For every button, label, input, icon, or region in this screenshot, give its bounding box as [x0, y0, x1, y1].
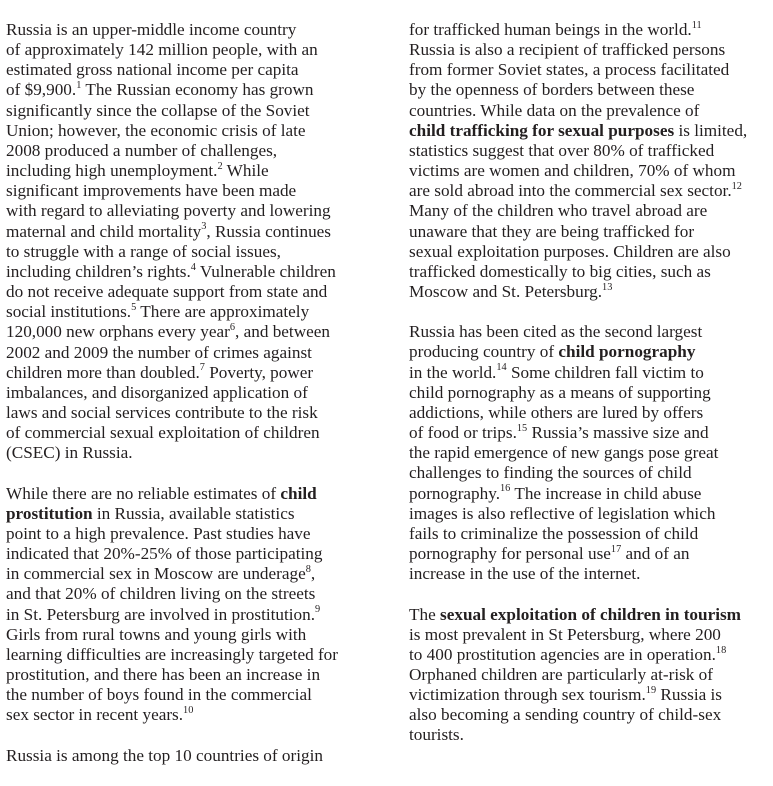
text-line — [409, 201, 761, 221]
text-line — [409, 383, 761, 403]
text-line — [6, 524, 358, 544]
text-run: The Russian economy has grown — [81, 80, 314, 100]
footnote-ref: 12 — [731, 181, 742, 192]
text-run: in the world. — [409, 362, 497, 382]
footnote-ref: 16 — [500, 483, 511, 495]
text-line — [6, 60, 358, 80]
text-line — [409, 403, 761, 423]
text-line — [409, 262, 761, 282]
text-line — [409, 504, 761, 524]
text-line — [409, 161, 761, 181]
text-line — [409, 322, 761, 342]
text-line — [6, 403, 358, 423]
text-run: The — [409, 604, 441, 624]
text-run: sexual exploitation purposes. Children are also — [409, 241, 731, 261]
text-run: trafficked domestically to big cities, such as — [409, 261, 711, 281]
text-run: Moscow and St. Petersburg. — [409, 282, 603, 302]
footnote-ref: 3 — [201, 221, 207, 233]
text-run: in St. Petersburg are involved in prostitution. — [6, 604, 316, 624]
text-run: Some children fall victim to — [506, 362, 704, 382]
paragraph — [6, 746, 358, 766]
text-run: prostitution, and there has been an increase in — [6, 664, 321, 684]
text-line — [409, 625, 761, 645]
text-line — [6, 121, 358, 141]
text-run: images is also reflective of legislation which — [409, 503, 716, 523]
emphasis-term: sexual exploitation of children in tourism — [440, 604, 741, 624]
text-run: the number of boys found in the commercial — [6, 685, 312, 705]
text-line — [6, 322, 358, 342]
text-run: Orphaned children are particularly at-risk of — [409, 664, 713, 684]
text-line — [409, 725, 761, 745]
text-run: victims are women and children, 70% of whom — [409, 161, 736, 181]
right-column — [409, 20, 761, 766]
footnote-ref: 15 — [516, 422, 528, 434]
text-line — [409, 80, 761, 100]
text-line — [409, 423, 761, 443]
text-run: of commercial sexual exploitation of children — [6, 423, 320, 443]
text-run: statistics suggest that over 80% of trafficked — [409, 140, 715, 160]
text-run: with regard to alleviating poverty and lowering — [6, 201, 331, 221]
text-line — [6, 645, 358, 665]
text-line — [6, 564, 358, 584]
text-run: by the openness of borders between these — [409, 80, 695, 100]
text-line — [6, 746, 358, 766]
text-line — [6, 383, 358, 403]
text-line — [409, 484, 761, 504]
text-run: Russia has been cited as the second largest — [409, 322, 703, 342]
footnote-ref: 14 — [496, 362, 507, 374]
text-run: increase in the use of the internet. — [409, 564, 641, 584]
text-run: Russia is among the top 10 countries of origin — [6, 745, 323, 765]
paragraph — [409, 605, 761, 746]
text-line — [409, 282, 761, 302]
text-run: children more than doubled. — [6, 362, 200, 382]
text-line — [6, 40, 358, 60]
text-run: unaware that they are being trafficked for — [409, 221, 695, 241]
text-line — [409, 363, 761, 383]
text-run: , — [310, 564, 316, 584]
text-run: to 400 prostitution agencies are in operation. — [409, 644, 716, 664]
text-run: While — [222, 161, 269, 181]
text-line — [409, 60, 761, 80]
footnote-ref: 6 — [229, 322, 235, 334]
text-run: sex sector in recent years. — [6, 705, 184, 725]
text-line — [6, 665, 358, 685]
text-line — [409, 705, 761, 725]
text-run: maternal and child mortality — [6, 221, 202, 241]
text-line — [409, 544, 761, 564]
paragraph — [409, 20, 761, 302]
footnote-ref: 2 — [217, 160, 223, 172]
text-line — [409, 665, 761, 685]
text-line — [409, 40, 761, 60]
text-run: tourists. — [409, 725, 464, 745]
footnote-ref: 8 — [305, 563, 311, 575]
footnote-ref: 19 — [645, 684, 657, 696]
text-line — [6, 222, 358, 242]
footnote-ref: 18 — [715, 644, 727, 656]
text-run: in Russia, available statistics — [92, 503, 295, 523]
text-line — [6, 544, 358, 564]
text-run: from former Soviet states, a process facilitated — [409, 60, 730, 80]
emphasis-term: child pornography — [558, 342, 696, 362]
text-line — [409, 141, 761, 161]
text-run: and that 20% of children living on the streets — [6, 584, 316, 604]
left-column — [6, 20, 358, 786]
text-run: fails to criminalize the possession of child — [409, 523, 699, 543]
text-line — [6, 584, 358, 604]
text-run: 2008 produced a number of challenges, — [6, 140, 278, 160]
text-line — [409, 101, 761, 121]
text-line — [6, 423, 358, 443]
text-run: Girls from rural towns and young girls with — [6, 624, 307, 644]
text-run: child pornography as a means of supporting — [409, 382, 711, 402]
text-run: pornography for personal use — [409, 544, 611, 564]
text-run: imbalances, and disorganized application of — [6, 382, 308, 402]
footnote-ref: 1 — [76, 80, 82, 92]
text-run: victimization through sex tourism. — [409, 685, 646, 705]
paragraph — [6, 20, 358, 463]
text-line — [6, 484, 358, 504]
footnote-ref: 13 — [602, 281, 613, 293]
emphasis-term: child trafficking for sexual purposes — [409, 120, 675, 140]
text-line — [409, 242, 761, 262]
text-run: addictions, while others are lured by offers — [409, 402, 704, 422]
text-run: producing country of — [409, 342, 559, 362]
paragraph — [6, 484, 358, 726]
text-line — [6, 141, 358, 161]
text-line — [409, 222, 761, 242]
text-line — [409, 564, 761, 584]
text-line — [6, 20, 358, 40]
text-line — [6, 504, 358, 524]
text-run: The increase in child abuse — [510, 483, 702, 503]
text-line — [409, 181, 761, 201]
footnote-ref: 10 — [183, 705, 194, 717]
text-run: 120,000 new orphans every year — [6, 322, 230, 342]
text-line — [6, 705, 358, 725]
text-run: Vulnerable children — [195, 261, 336, 281]
text-run: While there are no reliable estimates of — [6, 483, 281, 503]
text-run: Many of the children who travel abroad are — [409, 201, 708, 221]
text-line — [6, 101, 358, 121]
text-run: laws and social services contribute to the risk — [6, 402, 318, 422]
text-run: (CSEC) in Russia. — [6, 443, 133, 463]
text-run: challenges to finding the sources of child — [409, 463, 692, 483]
footnote-ref: 7 — [199, 362, 205, 374]
text-line — [6, 242, 358, 262]
text-line — [409, 685, 761, 705]
text-line — [6, 625, 358, 645]
text-run: significantly since the collapse of the Soviet — [6, 100, 310, 120]
text-line — [6, 302, 358, 322]
text-run: Russia is an upper-middle income country — [6, 20, 297, 39]
text-run: are sold abroad into the commercial sex sector. — [409, 181, 732, 201]
text-run: countries. While data on the prevalence of — [409, 100, 700, 120]
text-run: point to a high prevalence. Past studies have — [6, 523, 311, 543]
text-run: for trafficked human beings in the world. — [409, 20, 692, 39]
text-run: of $9,900. — [6, 80, 77, 100]
text-line — [6, 282, 358, 302]
text-run: Union; however, the economic crisis of late — [6, 120, 306, 140]
footnote-ref: 17 — [610, 543, 622, 555]
text-line — [6, 181, 358, 201]
text-run: in commercial sex in Moscow are underage — [6, 564, 306, 584]
text-line — [409, 342, 761, 362]
footnote-ref: 11 — [691, 19, 702, 31]
footnote-ref: 5 — [131, 301, 137, 313]
text-line — [6, 201, 358, 221]
text-run: including high unemployment. — [6, 161, 218, 181]
text-line — [6, 685, 358, 705]
text-run: Poverty, power — [204, 362, 314, 382]
text-run: is limited, — [674, 120, 748, 140]
text-line — [409, 605, 761, 625]
text-line — [6, 443, 358, 463]
text-run: 2002 and 2009 the number of crimes against — [6, 342, 312, 362]
text-run: Russia’s massive size and — [527, 423, 709, 443]
text-run: do not receive adequate support from state and — [6, 282, 328, 302]
text-line — [409, 121, 761, 141]
emphasis-term: child — [280, 483, 317, 503]
text-run: of food or trips. — [409, 423, 517, 443]
text-run: , and between — [235, 322, 330, 342]
text-line — [6, 343, 358, 363]
text-line — [409, 20, 761, 40]
text-line — [6, 161, 358, 181]
text-run: There are approximately — [136, 302, 310, 322]
text-line — [6, 262, 358, 282]
text-line — [6, 80, 358, 100]
emphasis-term: prostitution — [6, 503, 93, 523]
text-run: and of an — [621, 544, 690, 564]
text-run: is most prevalent in St Petersburg, where 200 — [409, 624, 721, 644]
text-line — [409, 463, 761, 483]
text-run: also becoming a sending country of child-sex — [409, 705, 722, 725]
text-run: to struggle with a range of social issues, — [6, 241, 281, 261]
footnote-ref: 9 — [315, 604, 321, 616]
paragraph — [409, 322, 761, 584]
text-run: Russia is also a recipient of trafficked persons — [409, 40, 726, 60]
text-run: Russia is — [656, 685, 722, 705]
text-run: the rapid emergence of new gangs pose great — [409, 443, 719, 463]
text-line — [409, 524, 761, 544]
footnote-ref: 4 — [190, 261, 196, 273]
text-run: , Russia continues — [206, 221, 331, 241]
text-run: indicated that 20%-25% of those participating — [6, 544, 323, 564]
text-run: learning difficulties are increasingly targeted for — [6, 644, 339, 664]
text-line — [6, 605, 358, 625]
text-run: pornography. — [409, 483, 501, 503]
text-line — [409, 645, 761, 665]
text-run: social institutions. — [6, 302, 132, 322]
text-line — [6, 363, 358, 383]
text-line — [409, 443, 761, 463]
text-run: of approximately 142 million people, with an — [6, 40, 318, 60]
text-run: including children’s rights. — [6, 261, 191, 281]
text-run: estimated gross national income per capita — [6, 60, 299, 80]
text-run: significant improvements have been made — [6, 181, 297, 201]
